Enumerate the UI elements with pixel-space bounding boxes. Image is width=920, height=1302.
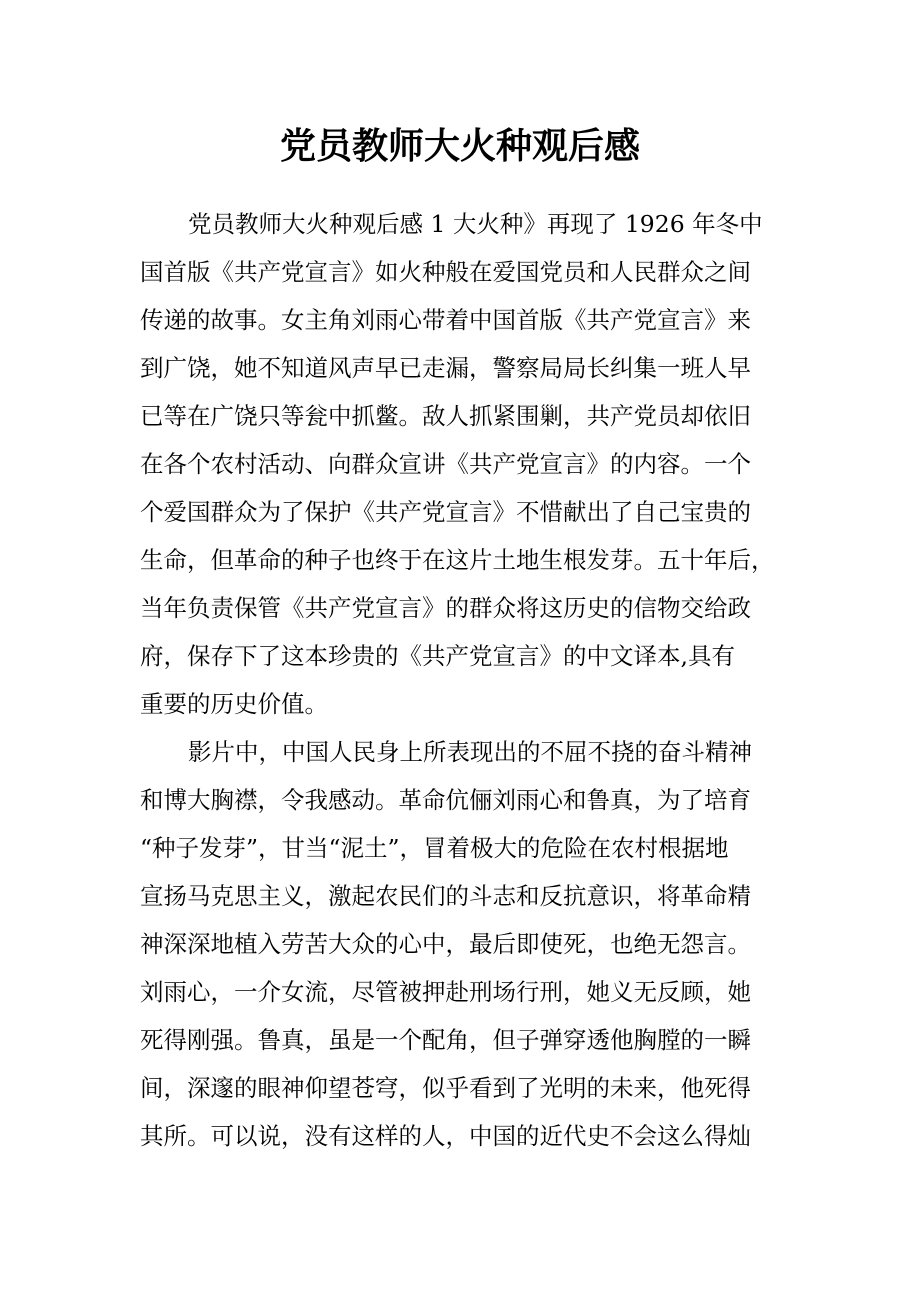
text-line: 重要的历史价值。 <box>140 690 328 718</box>
text-line: “种子发芽”，甘当“泥土”，冒着极大的危险在农村根据地 <box>140 834 729 862</box>
text-line: 和博大胸襟，令我感动。革命伉俪刘雨心和鲁真，为了培育 <box>140 786 751 814</box>
text-line: 刘雨心，一介女流，尽管被押赴刑场行刑，她义无反顾，她 <box>140 978 751 1006</box>
text-line: 传递的故事。女主角刘雨心带着中国首版《共产党宣言》来 <box>140 306 751 334</box>
text-line: 在各个农村活动、向群众宣讲《共产党宣言》的内容。一个 <box>140 450 751 478</box>
text-line: 国首版《共产党宣言》如火种般在爱国党员和人民群众之间 <box>140 258 751 286</box>
text-line: 影片中，中国人民身上所表现出的不屈不挠的奋斗精神 <box>188 738 752 766</box>
text-line: 生命，但革命的种子也终于在这片土地生根发芽。五十年后， <box>140 546 775 574</box>
text-line: 当年负责保管《共产党宣言》的群众将这历史的信物交给政 <box>140 594 751 622</box>
text-line: 府，保存下了这本珍贵的《共产党宣言》的中文译本,具有 <box>140 642 735 670</box>
text-line: 党员教师大火种观后感 1 大火种》再现了 1926 年冬中 <box>188 210 763 238</box>
text-line: 死得刚强。鲁真，虽是一个配角，但子弹穿透他胸膛的一瞬 <box>140 1026 751 1054</box>
text-line: 已等在广饶只等瓮中抓鳖。敌人抓紧围剿，共产党员却依旧 <box>140 402 751 430</box>
text-line: 神深深地植入劳苦大众的心中，最后即使死，也绝无怨言。 <box>140 930 751 958</box>
page-title: 党员教师大火种观后感 <box>279 125 640 167</box>
text-line: 其所。可以说，没有这样的人，中国的近代史不会这么得灿 <box>140 1122 751 1150</box>
text-line: 宣扬马克思主义，激起农民们的斗志和反抗意识，将革命精 <box>140 882 751 910</box>
text-line: 个爱国群众为了保护《共产党宣言》不惜献出了自己宝贵的 <box>140 498 751 526</box>
text-line: 间，深邃的眼神仰望苍穹，似乎看到了光明的未来，他死得 <box>140 1074 751 1102</box>
text-line: 到广饶，她不知道风声早已走漏，警察局局长纠集一班人早 <box>140 354 751 382</box>
